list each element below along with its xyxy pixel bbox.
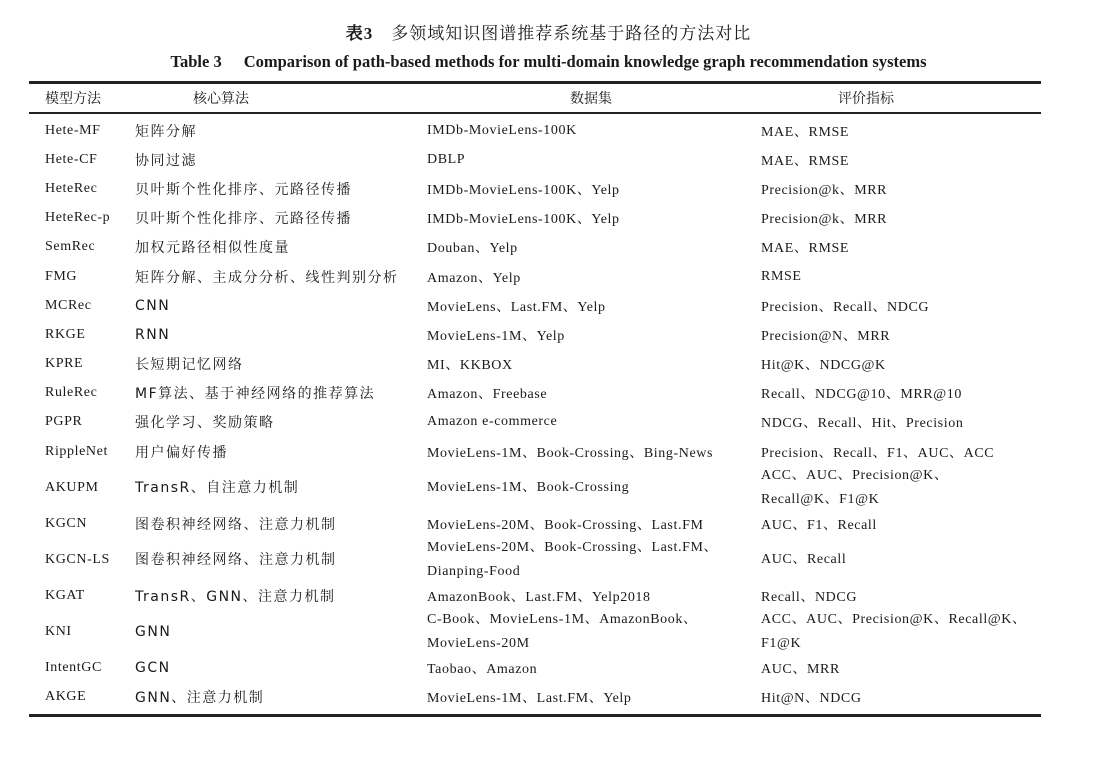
cell-algorithm: 协同过滤 — [135, 152, 197, 169]
cell-datasets-line: MovieLens-20M — [427, 636, 530, 652]
table-row — [29, 466, 1041, 509]
cell-metrics: MAE、RMSE — [761, 153, 850, 169]
cell-algorithm: CNN — [135, 297, 171, 314]
cell-model: IntentGC — [45, 660, 102, 676]
table-row — [29, 581, 1041, 610]
cell-datasets: IMDb-MovieLens-100K、Yelp — [427, 182, 620, 198]
cell-datasets: DBLP — [427, 151, 466, 167]
table-row — [29, 437, 1041, 466]
cell-model: KGAT — [45, 588, 85, 604]
cell-model: FMG — [45, 268, 78, 284]
cell-metrics-line: F1@K — [761, 636, 802, 652]
cell-metrics — [761, 464, 1041, 512]
cell-model: Hete-MF — [45, 122, 101, 138]
table-row — [29, 320, 1041, 349]
cell-datasets: IMDb-MovieLens-100K、Yelp — [427, 212, 620, 228]
table-header-row — [29, 84, 1041, 114]
cell-algorithm: 用户偏好传播 — [135, 444, 228, 461]
cell-metrics: RMSE — [761, 268, 802, 284]
cell-metrics: Precision@N、MRR — [761, 328, 891, 344]
cell-model: RKGE — [45, 326, 86, 342]
cell-algorithm: TransR、GNN、注意力机制 — [135, 589, 336, 606]
table-row — [29, 233, 1041, 262]
cell-metrics: Precision、Recall、F1、AUC、ACC — [761, 445, 995, 461]
cell-algorithm: 矩阵分解、主成分分析、线性判别分析 — [135, 269, 399, 286]
table-title-cn: 多领域知识图谱推荐系统基于路径的方法对比 — [391, 24, 752, 44]
cell-datasets: IMDb-MovieLens-100K — [427, 122, 577, 138]
table-row — [29, 204, 1041, 233]
cell-metrics-line: Recall@K、F1@K — [761, 491, 880, 507]
cell-model: KGCN — [45, 515, 88, 531]
cell-model: HeteRec — [45, 180, 98, 196]
cell-model: MCRec — [45, 297, 92, 313]
cell-algorithm: 贝叶斯个性化排序、元路径传播 — [135, 181, 352, 198]
cell-metrics: Precision、Recall、NDCG — [761, 299, 930, 315]
cell-metrics: MAE、RMSE — [761, 241, 850, 257]
table-row — [29, 291, 1041, 320]
table-row — [29, 509, 1041, 538]
header-algorithm: 核心算法 — [193, 91, 249, 107]
cell-model: KPRE — [45, 356, 84, 372]
cell-algorithm: RNN — [135, 326, 171, 343]
cell-datasets — [427, 608, 761, 656]
cell-model: RuleRec — [45, 385, 98, 401]
cell-metrics-line: ACC、AUC、Precision@K、Recall@K、 — [761, 612, 1027, 628]
table-row — [29, 174, 1041, 203]
cell-datasets: AmazonBook、Last.FM、Yelp2018 — [427, 590, 651, 606]
cell-algorithm: 贝叶斯个性化排序、元路径传播 — [135, 211, 352, 228]
cell-metrics: Precision@k、MRR — [761, 182, 888, 198]
table-row — [29, 379, 1041, 408]
cell-model: AKUPM — [45, 479, 99, 495]
table-caption-english — [0, 52, 1097, 72]
cell-algorithm: MF算法、基于神经网络的推荐算法 — [135, 386, 376, 403]
cell-datasets: Douban、Yelp — [427, 241, 518, 257]
cell-metrics: Precision@k、MRR — [761, 212, 888, 228]
cell-algorithm: 图卷积神经网络、注意力机制 — [135, 516, 337, 533]
cell-metrics: AUC、MRR — [761, 662, 840, 678]
table-row — [29, 683, 1041, 712]
cell-datasets: MI、KKBOX — [427, 358, 513, 374]
cell-datasets: MovieLens、Last.FM、Yelp — [427, 299, 606, 315]
cell-datasets: MovieLens-1M、Book-Crossing — [427, 479, 630, 495]
table-row — [29, 408, 1041, 437]
cell-datasets: MovieLens-1M、Book-Crossing、Bing-News — [427, 445, 714, 461]
cell-metrics-line: ACC、AUC、Precision@K、 — [761, 467, 949, 483]
cell-metrics: Recall、NDCG — [761, 590, 858, 606]
cell-datasets: Amazon、Yelp — [427, 270, 521, 286]
cell-algorithm: 强化学习、奖励策略 — [135, 415, 275, 432]
header-datasets: 数据集 — [570, 91, 612, 107]
cell-model: KGCN-LS — [45, 551, 110, 567]
cell-algorithm: 加权元路径相似性度量 — [135, 240, 290, 257]
cell-algorithm: 矩阵分解 — [135, 123, 197, 140]
cell-datasets: MovieLens-20M、Book-Crossing、Last.FM — [427, 517, 704, 533]
cell-datasets: Amazon、Freebase — [427, 387, 548, 403]
cell-metrics: Hit@N、NDCG — [761, 691, 862, 707]
cell-algorithm: 长短期记忆网络 — [135, 357, 244, 374]
table-row — [29, 262, 1041, 291]
cell-datasets-line: MovieLens-20M、Book-Crossing、Last.FM、 — [427, 539, 719, 555]
cell-datasets: MovieLens-1M、Yelp — [427, 328, 565, 344]
header-metrics: 评价指标 — [838, 91, 894, 107]
table-title-en: Comparison of path-based methods for multi-domain knowledge graph recommendation systems — [243, 52, 927, 71]
table-number-en: Table 3 — [170, 52, 222, 71]
cell-metrics — [761, 608, 1041, 656]
cell-metrics: Hit@K、NDCG@K — [761, 358, 886, 374]
cell-metrics: AUC、F1、Recall — [761, 517, 877, 533]
header-model: 模型方法 — [45, 91, 101, 107]
cell-datasets: Amazon e-commerce — [427, 414, 558, 430]
table-number-cn: 表3 — [345, 24, 374, 43]
table-row — [29, 654, 1041, 683]
table-row — [29, 350, 1041, 379]
table-row — [29, 611, 1041, 654]
cell-model: HeteRec-p — [45, 210, 111, 226]
cell-model: KNI — [45, 624, 72, 640]
cell-model: SemRec — [45, 239, 96, 255]
table-body — [29, 114, 1041, 714]
cell-metrics: Recall、NDCG@10、MRR@10 — [761, 387, 962, 403]
comparison-table — [29, 81, 1041, 717]
cell-model: Hete-CF — [45, 151, 98, 167]
cell-datasets: MovieLens-1M、Last.FM、Yelp — [427, 691, 632, 707]
table-caption-chinese — [0, 19, 1097, 44]
cell-metrics: AUC、Recall — [761, 551, 847, 567]
cell-datasets-line: C-Book、MovieLens-1M、AmazonBook、 — [427, 612, 698, 628]
cell-algorithm: GNN、注意力机制 — [135, 690, 265, 707]
table-row — [29, 145, 1041, 174]
cell-datasets — [427, 536, 761, 584]
cell-metrics: MAE、RMSE — [761, 124, 850, 140]
cell-algorithm: GCN — [135, 660, 171, 677]
cell-model: AKGE — [45, 689, 87, 705]
cell-datasets-line: Dianping-Food — [427, 563, 521, 579]
cell-model: RippleNet — [45, 443, 108, 459]
cell-model: PGPR — [45, 414, 83, 430]
table-row — [29, 538, 1041, 581]
cell-datasets: Taobao、Amazon — [427, 662, 538, 678]
cell-algorithm: TransR、自注意力机制 — [135, 479, 300, 496]
table-row — [29, 116, 1041, 145]
cell-algorithm: GNN — [135, 624, 172, 641]
cell-algorithm: 图卷积神经网络、注意力机制 — [135, 551, 337, 568]
cell-metrics: NDCG、Recall、Hit、Precision — [761, 416, 964, 432]
